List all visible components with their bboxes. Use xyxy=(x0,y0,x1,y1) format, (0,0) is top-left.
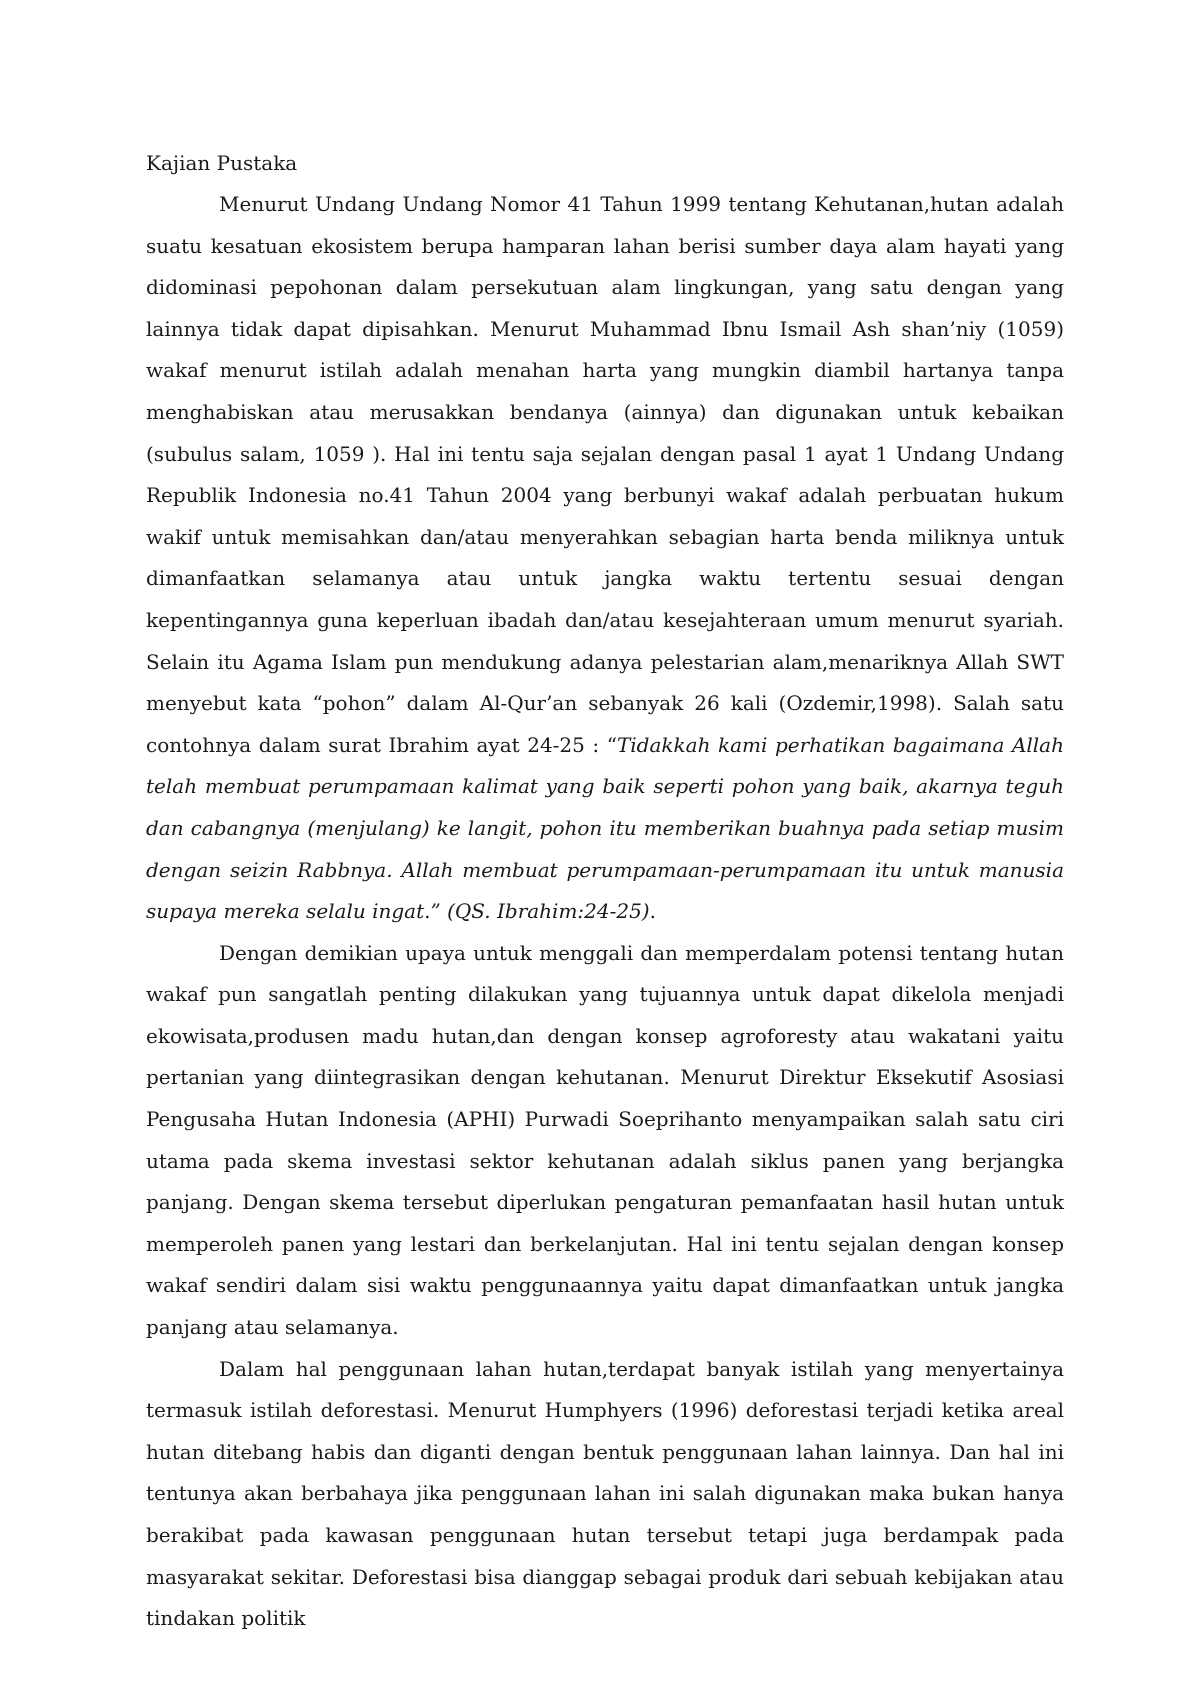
paragraph-1 xyxy=(146,184,1064,933)
document-body xyxy=(146,142,1064,1640)
quran-quote: Tidakkah kami perhatikan bagaimana Allah telah membuat perumpamaan kalimat yang baik seperti pohon yang baik, akarnya teguh dan cabangnya (menjulang) ke langit, pohon itu memberikan buahnya pada setiap musim dengan seizin Rabbnya. Allah membuat perumpamaan-perumpamaan itu untuk manusia supaya mereka selalu ingat.” (QS. Ibrahim:24-25) xyxy=(146,732,1064,924)
paragraph-1-text: Menurut Undang Undang Nomor 41 Tahun 1999 tentang Kehutanan,hutan adalah suatu kesatuan ekosistem berupa hamparan lahan berisi sumber daya alam hayati yang didominasi pepohonan dalam persekutuan alam lingkungan, yang satu dengan yang lainnya tidak dapat dipisahkan. Menurut Muhammad Ibnu Ismail Ash shan’niy (1059) wakaf menurut istilah adalah menahan harta yang mungkin diambil hartanya tanpa menghabiskan atau merusakkan bendanya (ainnya) dan digunakan untuk kebaikan (subulus salam, 1059 ). Hal ini tentu saja sejalan dengan pasal 1 ayat 1 Undang Undang Republik Indonesia no.41 Tahun 2004 yang berbunyi wakaf adalah perbuatan hukum wakif untuk memisahkan dan/atau menyerahkan sebagian harta benda miliknya untuk dimanfaatkan selamanya atau untuk jangka waktu tertentu sesuai dengan kepentingannya guna keperluan ibadah dan/atau kesejahteraan umum menurut syariah. Selain itu Agama Islam pun mendukung adanya pelestarian alam,menariknya Allah SWT menyebut kata “pohon” dalam Al-Qur’an sebanyak 26 kali (Ozdemir,1998). Salah satu contohnya dalam surat Ibrahim ayat 24-25 : “ xyxy=(146,192,1064,757)
paragraph-3: Dalam hal penggunaan lahan hutan,terdapat banyak istilah yang menyertainya termasuk istilah deforestasi. Menurut Humphyers (1996) deforestasi terjadi ketika areal hutan ditebang habis dan diganti dengan bentuk penggunaan lahan lainnya. Dan hal ini tentunya akan berbahaya jika penggunaan lahan ini salah digunakan maka bukan hanya berakibat pada kawasan penggunaan hutan tersebut tetapi juga berdampak pada masyarakat sekitar. Deforestasi bisa dianggap sebagai produk dari sebuah kebijakan atau tindakan politik xyxy=(146,1356,1064,1631)
paragraph-1-end: . xyxy=(649,899,656,924)
paragraph-2: Dengan demikian upaya untuk menggali dan memperdalam potensi tentang hutan wakaf pun sangatlah penting dilakukan yang tujuannya untuk dapat dikelola menjadi ekowisata,produsen madu hutan,dan dengan konsep agroforesty atau wakatani yaitu pertanian yang diintegrasikan dengan kehutanan. Menurut Direktur Eksekutif Asosiasi Pengusaha Hutan Indonesia (APHI) Purwadi Soeprihanto menyampaikan salah satu ciri utama pada skema investasi sektor kehutanan adalah siklus panen yang berjangka panjang. Dengan skema tersebut diperlukan pengaturan pemanfaatan hasil hutan untuk memperoleh panen yang lestari dan berkelanjutan. Hal ini tentu sejalan dengan konsep wakaf sendiri dalam sisi waktu penggunaannya yaitu dapat dimanfaatkan untuk jangka panjang atau selamanya. xyxy=(146,940,1064,1340)
section-heading: Kajian Pustaka xyxy=(146,151,298,175)
